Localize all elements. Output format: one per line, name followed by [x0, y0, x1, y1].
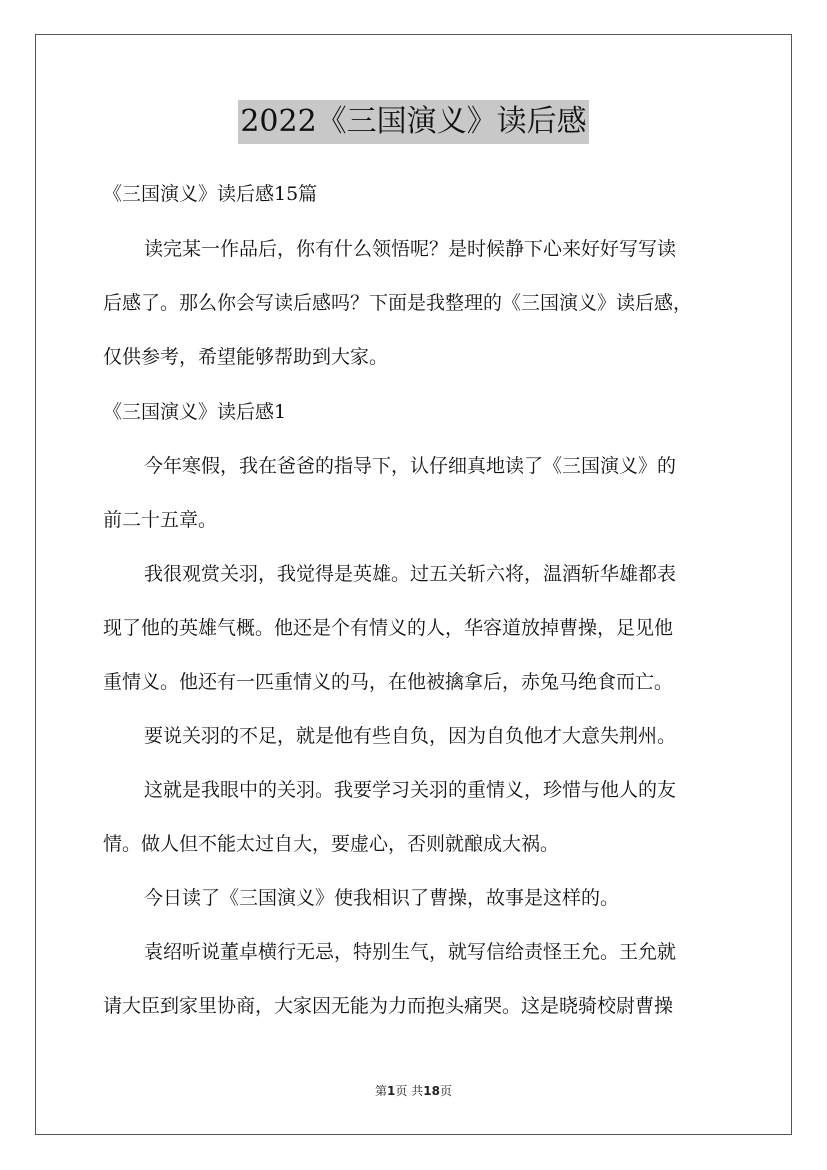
paragraph-line: 今年寒假，我在爸爸的指导下，认仔细真地读了《三国演义》的 [144, 455, 677, 477]
intro-line: 读完某一作品后，你有什么领悟呢？是时候静下心来好好写写读 [144, 238, 677, 260]
subtitle: 《三国演义》读后感15篇 [103, 183, 318, 205]
page-current: 1 [387, 1084, 396, 1098]
paragraph-line: 这就是我眼中的关羽。我要学习关羽的重情义，珍惜与他人的友 [144, 779, 677, 801]
paragraph-line: 袁绍听说董卓横行无忌，特别生气，就写信给责怪王允。王允就 [144, 941, 677, 963]
page-total: 18 [423, 1084, 440, 1098]
page-suffix: 页 [439, 1084, 452, 1098]
page-prefix: 第 [375, 1084, 388, 1098]
paragraph-line: 前二十五章。 [103, 509, 218, 531]
paragraph-line: 要说关羽的不足，就是他有些自负，因为自负他才大意失荆州。 [144, 725, 677, 747]
paragraph-line: 现了他的英雄气概。他还是个有情义的人，华容道放掉曹操，足见他 [103, 617, 674, 639]
paragraph-line: 今日读了《三国演义》使我相识了曹操，故事是这样的。 [144, 887, 620, 909]
paragraph-line: 情。做人但不能太过自大，要虚心，否则就酿成大祸。 [103, 833, 560, 855]
paragraph-line: 我很观赏关羽，我觉得是英雄。过五关斩六将，温酒斩华雄都表 [144, 563, 677, 585]
page-mid: 页 共 [395, 1084, 424, 1098]
section-heading: 《三国演义》读后感1 [103, 401, 287, 423]
intro-line: 仅供参考，希望能够帮助到大家。 [103, 346, 389, 368]
title-container [0, 100, 827, 144]
paragraph-line: 重情义。他还有一匹重情义的马，在他被擒拿后，赤兔马绝食而亡。 [103, 671, 674, 693]
paragraph-line: 请大臣到家里协商，大家因无能为力而抱头痛哭。这是晓骑校尉曹操 [103, 995, 674, 1017]
document-title: 2022《三国演义》读后感 [238, 100, 588, 144]
page-footer [0, 1082, 827, 1099]
intro-line: 后感了。那么你会写读后感吗？下面是我整理的《三国演义》读后感， [103, 292, 693, 314]
